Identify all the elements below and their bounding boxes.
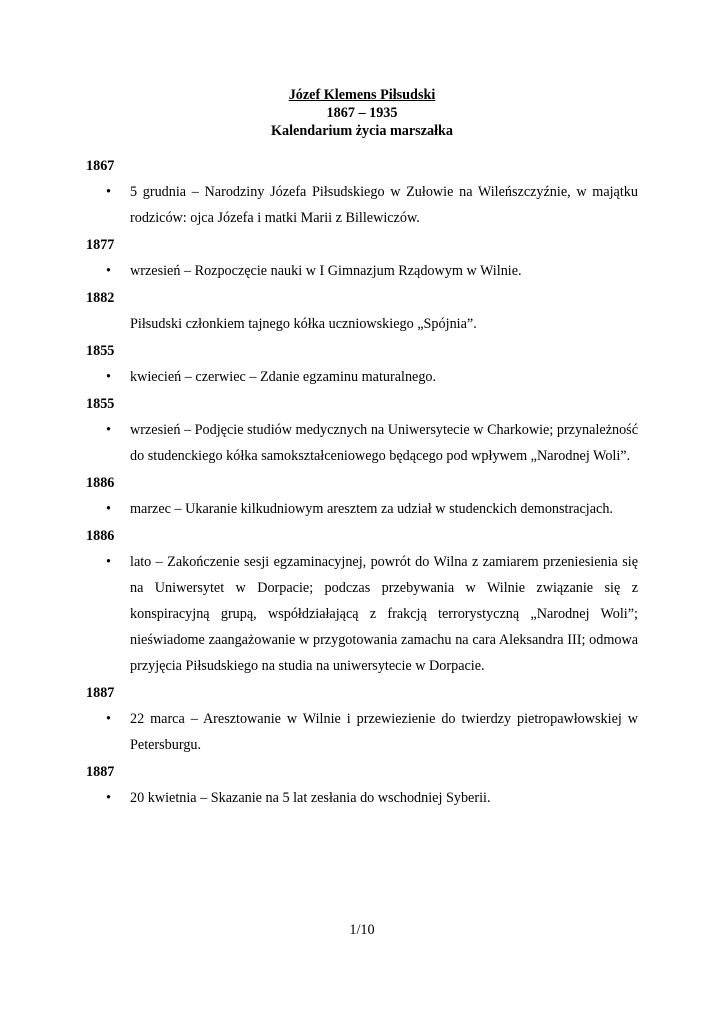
- entry-description: lato – Zakończenie sesji egzaminacyjnej, powrót do Wilna z zamiarem przeniesienia się na Uniwersytet w Dorpacie; podczas przebywania w Wilnie związanie się z konspiracyjną grupą, współdziałającą z frakcją terrorystyczną „Narodnej Woli”; nieświadome zaangażowanie w przygotowania zamachu na cara Aleksandra III; odmowa przyjęcia Piłsudskiego na studia na uniwersytecie w Dorpacie.: [130, 554, 638, 674]
- page-number: 1/10: [349, 922, 375, 938]
- entry-text: [86, 417, 638, 469]
- entry-year: 1887: [86, 685, 115, 701]
- bullet-icon: •: [106, 711, 111, 727]
- document-page: [86, 86, 638, 811]
- bullet-icon: •: [106, 263, 111, 279]
- timeline-entry: [86, 523, 638, 679]
- timeline-entry: [86, 470, 638, 522]
- entry-description: wrzesień – Rozpoczęcie nauki w I Gimnazjum Rządowym w Wilnie.: [130, 263, 522, 279]
- entry-description: 5 grudnia – Narodziny Józefa Piłsudskiego w Zułowie na Wileńszczyźnie, w majątku rodziców: ojca Józefa i matki Marii z Billewiczów.: [130, 184, 638, 226]
- document-title: Józef Klemens Piłsudski: [288, 87, 436, 103]
- bullet-icon: •: [106, 554, 111, 570]
- entry-text: [86, 706, 638, 758]
- timeline-entry: [86, 285, 638, 337]
- entry-year: 1887: [86, 764, 115, 780]
- timeline-list: [86, 153, 638, 811]
- entry-year: 1882: [86, 290, 115, 306]
- entry-year: 1855: [86, 343, 115, 359]
- bullet-icon: •: [106, 184, 111, 200]
- entry-year: 1867: [86, 158, 115, 174]
- entry-year: 1877: [86, 237, 115, 253]
- timeline-entry: [86, 153, 638, 231]
- entry-text: [86, 311, 638, 337]
- timeline-entry: [86, 338, 638, 390]
- entry-text: [86, 549, 638, 679]
- timeline-entry: [86, 680, 638, 758]
- timeline-entry: [86, 391, 638, 469]
- timeline-entry: [86, 759, 638, 811]
- entry-text: [86, 785, 638, 811]
- bullet-icon: •: [106, 422, 111, 438]
- entry-description: Piłsudski członkiem tajnego kółka uczniowskiego „Spójnia”.: [130, 316, 477, 332]
- entry-description: kwiecień – czerwiec – Zdanie egzaminu maturalnego.: [130, 369, 437, 385]
- entry-description: wrzesień – Podjęcie studiów medycznych na Uniwersytecie w Charkowie; przynależność do studenckiego kółka samokształceniowego będącego pod wpływem „Narodnej Woli”.: [130, 422, 638, 464]
- entry-description: marzec – Ukaranie kilkudniowym aresztem za udział w studenckich demonstracjach.: [130, 501, 613, 517]
- bullet-icon: •: [106, 369, 111, 385]
- entry-text: [86, 258, 638, 284]
- bullet-icon: •: [106, 501, 111, 517]
- entry-year: 1886: [86, 528, 115, 544]
- entry-year: 1886: [86, 475, 115, 491]
- bullet-icon: •: [106, 790, 111, 806]
- entry-text: [86, 364, 638, 390]
- life-years: 1867 – 1935: [326, 105, 398, 121]
- entry-text: [86, 179, 638, 231]
- entry-text: [86, 496, 638, 522]
- entry-description: 22 marca – Aresztowanie w Wilnie i przewiezienie do twierdzy pietropawłowskiej w Petersburgu.: [130, 711, 638, 753]
- timeline-entry: [86, 232, 638, 284]
- document-header: [86, 86, 638, 140]
- entry-description: 20 kwietnia – Skazanie na 5 lat zesłania do wschodniej Syberii.: [130, 790, 491, 806]
- document-subtitle: Kalendarium życia marszałka: [270, 123, 454, 139]
- entry-year: 1855: [86, 396, 115, 412]
